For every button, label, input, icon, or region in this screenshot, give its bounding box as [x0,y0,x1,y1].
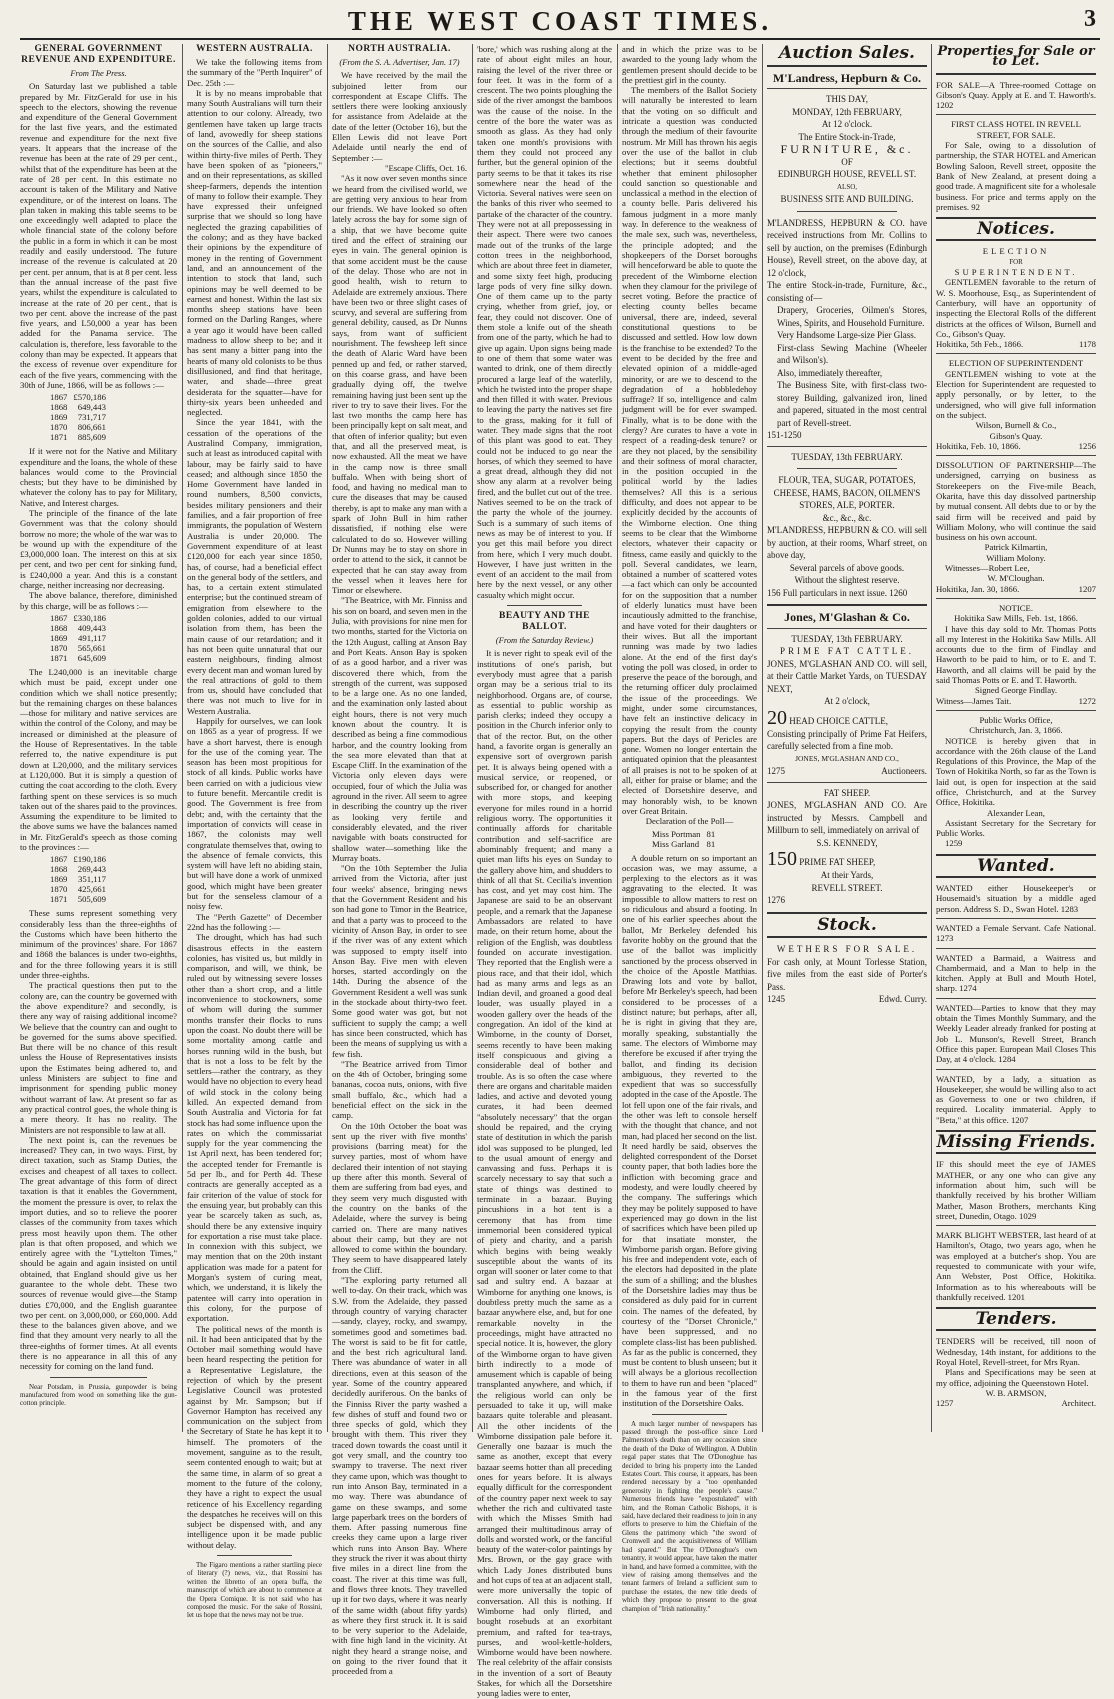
divider [936,353,1096,354]
column-auction-sales [767,44,927,1432]
section-heading-tenders: Tenders. [975,1309,1057,1330]
notice-signature: Assistant Secretary for the Secretary for Public Works. [936,817,1096,839]
article-source: (From the S. A. Advertiser, Jan. 17) [339,57,460,67]
tender-ad: TENDERS will be received, till noon of Wednesday, 14th instant, for additions to the Royal Hotel, Revell-street, for Mrs Ryan. [936,1336,1096,1368]
auction-date: TUESDAY, 13th FEBRUARY. [791,451,903,462]
notice-body: NOTICE is hereby given that in accordance with the 26th clause of the Land Regulations of this Province, the Map of the Town of Hokitika North, so far as the Town is laid out, is open for inspection at the said office, Christchurch, and at the Survey Office, Hokitika. [936,735,1096,808]
divider [936,1225,1096,1226]
auction-item: Very Handsome Large-size Pier Glass. [777,330,917,340]
page-number: 3 [1084,6,1096,32]
auction-item: The Business Site, with first-class two-storey Building, galvanized iron, lined and papered, situated in the most central part of Revell-street. [777,380,927,428]
notice-body: GENTLEMEN wishing to vote at the Election for Superintendent are requested to apply personally, or by letter, to the undersigned, who will give full information on the subject. [936,368,1096,420]
divider [767,782,927,783]
ad-footer [767,993,927,1006]
paragraph: Since the year 1841, with the cessation of the operations of the Australind Company, immigration, such at least as introduced capital with labour, may be fairly said to have ceased; and although since 1850 the Home Government have landed in round numbers, 8,500 convicts, besides military pensioners and their families, and a fair proportion of free immigrants, the population of Western Australia is under 20,000. The Government expenditure of at least £120,000 for each year since 1850, has, of course, had a beneficial effect on the general body of the settlers, and has, to a certain extent stimulated enterprise; but the continued stream of emigration from elsewhere to the golden colonies, added to our virtual isolation from them, has been the main cause of our retardation; and it has not been quite unnatural that our eastern neighbours, finding almost every decent man and woman lured by the real attractions of gold to them from us, should have concluded that there was not much to live for in Western Australia. [187,417,322,716]
auction-title: FAT SHEEP. [823,787,871,798]
figures-table-2: 1867 £330,186 1868 409,443 1869 491,117 1870 565,661 1871 645,609 [50,612,106,663]
section-heading-properties: Properties for Sale or to Let. [937,44,1095,70]
column-north-australia [332,44,467,1677]
column-rule [617,44,618,1432]
article-heading: BEAUTY AND THE BALLOT. [499,611,590,633]
ad-title: WETHERS FOR SALE. [776,944,918,954]
auction-line: Several parcels of above goods. [789,562,905,573]
divider [936,918,1096,919]
auction-line: EDINBURGH HOUSE, REVELL ST. [777,169,917,179]
auction-firm: M'Landress, Hepburn & Co. [772,70,922,85]
newspaper-title: THE WEST COAST TIMES. [347,6,773,36]
paragraph: The "Perth Gazette" of December 22nd has the following :— [187,911,322,932]
auction-line: At their Yards, [820,870,874,880]
divider [217,1555,292,1556]
missing-friend-ad: IF this should meet the eye of JAMES MATHER, or any one who can give any information about him, such will be thankfully received by his brother William Mather, Mason Brothers, merchants King street, Dunedin, Otago. 1029 [936,1159,1096,1221]
column-rule [931,44,932,1432]
auction-body: Consisting principally of Prime Fat Heifers, carefully selected from a fine mob. [767,728,927,751]
notice-header: Hokitika Saw Mills, Feb. 1st, 1866. [954,613,1078,624]
paragraph: We take the following items from the summary of the "Perth Inquirer" of Dec. 25th :— [187,57,322,88]
divider [936,1152,1096,1154]
notice-footer [936,584,1096,594]
paragraph: If it were not for the Native and Military expenditure and the loans, the whole of these balances would come to the Provincial chests; but they have to be diminished by whatever the colony has to pay for Military, Native, and Interest charges. [20,446,177,508]
notice-header: Public Works Office, [979,714,1053,725]
ad-reference: 156 Full particulars in next issue. 1260 [767,587,908,598]
paragraph: On the 10th October the boat was sent up the river with five months' provisions (barring meat) for the survey parties, most of whom have declared their intention of not staying up there after this month. Several of them are suffering from bad eyes, and they seem very much disgusted with the country on the banks of the Adelaide, where the survey is being carried on. There are many natives about their camp, but they are not allowed to come within the boundary. They seem to have disappeared lately from the Cliff. [332,1120,467,1275]
divider [797,468,897,469]
divider [936,239,1096,241]
tender-role: Architect. [1061,1398,1096,1409]
ad-body: For cash only, at Mount Torlesse Station, five miles from the east side of Porter's Pass. [767,956,927,992]
auction-role: Auctioneers. [881,766,927,776]
column-notices [936,44,1096,1432]
auction-line: STORES, ALE, PORTER. [799,500,895,510]
ad-reference: 1257 [936,1398,954,1409]
notice-footer [936,696,1096,706]
figures-table-3: 1867 £190,186 1868 269,443 1869 351,117 1870 425,661 1871 505,609 [50,854,106,905]
paragraph: It is never right to speak evil of the institutions of one's parish, but everybody must agree that a parish organ may be a serious trial to its neighborhood. Organs are, of course, as essential to public worship as parish clerks; indeed they occupy a position in the Church inferior only to that of the rector. But, on the other hand, a favorite organ is generally an expensive sort of overgrown parish pet. It is always being opened with a musical service, or reopened, or subscribed for, or changed for another with more stops, and keeping everyone for miles round in a horrid religious worry. The opportunities it continually affords for charitable contribution and self-sacrifice are abominably frequent; and many a quiet man lifts his eyes on Sunday to the gallery above him, and shudders to think of all that St. Cecilia's invention has cost, and yet may cost him. The Japanese are said to be an observant people, and a remark that the Japanese Ambassadors are related to have made, on their return home, about the religion of the English, was doubtless founded on accurate investigation. They reported that the English were a pious race, and that their idol, which had as many arms and legs as an Indian devil, and groaned a good deal louder, was usually played in a wooden gallery over the heads of the congregation. An idol of the kind at Wimborne, in the county of Dorset, seems recently to have been making itself conspicuous and giving a considerable deal of bother and trouble. As is so often the case where there are organs and charitable maiden ladies, and active and devoted young curates, it had been deemed "absolutely necessary" that the organ should be repaired, and the crying state of destitution in which the parish idol was supposed to be plunged, led to the usual amount of energy and canvassing and fuss. Perhaps it is scarcely necessary to say that such a state of things was destined to terminate in a bazaar. Buying pincushions in a hot tent is a ceremony that has from time immemorial been considered typical of piety and charity, and a parish which begins with being weakly susceptible about the wants of its organ will sooner or later come to that sad and sultry end. A bazaar at Wimborne for anything one knows, is doubtless pretty much the same as a bazaar anywhere else, and, but for one remarkable novelty in the proceedings, might have attracted no special notice. It is, however, the glory of the Wimborne organ to have given birth indirectly to a mode of amusement which is capable of being transplanted anywhere, and which, if the religious world can only be persuaded to take it up, will make bazaars quite tolerable and pleasant. All the other incidents of the Wimborne dissipation pale before it. Generally one bazaar is much the same as another, except that every bazaar seems hotter than all preceding ones for years before. It is always equally difficult for the correspondent of the country paper next week to say whether the rich and cultivated taste with which the Misses Smith had arranged their multitudinous array of dolls and worsted work, or the fanciful beauty of the water-color paintings by Mrs. Brown, or the gay grace with which Lady Jones distributed buns and hot cups of tea at an adjacent stall, were more universally the topic of conversation. All this is nothing. If Wimborne had only flirted, and bought rosebuds at an exorbitant premium, and rafted for tea-trays, purses, and wool-kettle-holders, Wimborne would have been nowhere. The real celebrity of the affair consists in the invention of a sort of Beauty Stakes, for which all the Dorsetshire young ladies were to enter, [477,648,612,1699]
notice-title: NOTICE. [998,602,1034,613]
section-heading-stock: Stock. [817,914,877,935]
wanted-ad: WANTED a Barmaid, a Waitress and Chambermaid, and a Man to help in the kitchen. Apply at Bull and Mouth Hotel, sharp. 1274 [936,952,1096,994]
lot-count: 20 [767,706,787,729]
paragraph: Happily for ourselves, we can look on 1865 as a year of progress. If we have a short harvest, there is enough for the use of the coming year. The season has been most propitious for stock of all kinds. Public works have been carried on with a judicious view to future benefit. Mercantile credit is good. The Government is free from debt; and, with the certainty that the importation of convicts will cease in 1867, the colonists may well congratulate themselves that, owing to the absence of female convicts, this system will have left no abiding stain, but will have done a work of unmixed good, which might have been greater but for the senseless clamour of a noisy few. [187,716,322,912]
divider [936,114,1096,115]
wanted-ad: WANTED, by a lady, a situation as Housekeeper, she would be willing also to act as Governess to one or two children, if required. Locality immaterial. Apply to "Beta," at this office. 1207 [936,1073,1096,1125]
column-general-government [20,44,177,1432]
auction-item: First-class Sewing Machine (Wheeler and Wilson's). [777,342,927,365]
notice-witness: Witness—James Tait. [936,695,1012,706]
notice-date: Hokitika, Feb. 10, 1866. [936,440,1021,451]
paragraph: "Escape Cliffs, Oct. 16. [384,162,467,173]
notice-footer [936,339,1096,349]
auction-line: ALSO, [836,182,858,191]
divider [936,1069,1096,1070]
paragraph: The next point is, can the revenues be increased? They can, in two ways. First, by direct taxation, such as Stamp Duties, the excises and cheapest of all taxes to collect. The great advantage of this form of direct taxation is that it enables the Government, the moment the pressure is over, to relax the import duties, and so to relieve the poorer classes of the community from taxes which press most heavily upon them. The other plan is that often proposed, and which we entirely agree with the "Lyttelton Times," should be again and again insisted on until obtained, that England should give us her guarantee to the whole debt. These two sources of revenue would give—the Stamp duties £70,000, and the English guarantee two per cent. on 3,000,000, or £60,000. Add these to the balances given above, and we find that they amount very nearly to all the three-eighths of former times. At all events there is no appearance in all this of any necessity for coming on the land fund. [20,1134,177,1372]
wanted-ad: WANTED a Female Servant. Cafe National. 1273 [936,922,1096,944]
ad-signature: Edwd. Curry. [878,994,927,1004]
divider [936,73,1096,75]
wanted-ad: WANTED either Housekeeper's or Housemaid's situation by a middle aged person. Address S. D., Swan Hotel. 1283 [936,883,1096,914]
divider [507,605,582,606]
ad-reference: 1256 [1078,440,1096,451]
paragraph: "On the 10th September the Julia arrived from the Victoria, after just four weeks' absence, bringing news that the Government Resident and his son had gone to Timor in the Beatrice, and that a party was to proceed to the vicinity of Anson Bay, in order to see if the river was of any extent which was supposed to empty itself into Anson Bay. Five men with eleven horses, started accordingly on the 14th. During the absence of the Government Resident a well was sunk in the stockade about thirty-two feet. Some good water was got, but not sufficient to supply the camp; a well has since been constructed, which has been the means of supplying us with a few fish. [332,863,467,1059]
paragraph: The drought, which has had such disastrous effects in the eastern colonies, has visited us, but mildly in comparison, and will, we think, be ruled out by witnessing severe losses other than a short crop, and a little inconvenience to stockowners, some of whom will during the summer months transfer their flocks to runs upon the coast. No doubt there will be some mortality among cattle and horses running wild in the bush, but that is not a loss to be felt by the settlers—rather the contrary, as they would have no objection to every head of wild stock in the colony being killed. An expected demand from South Australia and Victoria for fat stock has had some influence upon the rates on which the commissariat supply for the year commencing the 1st April next, has been tendered for; the accepted tender for Fremantle is 5d per lb., and for Perth 4d. These contracts are generally accepted as a fair criterion of the value of stock for the ensuing year, but probably can this year be scarcely taken as such, as, should there be any extensive inquiry for exportation a rise must take place. In connexion with this subject, we may mention that on the 20th instant application was made for a patent for Morgan's system of curing meat, which, we understand, it is likely the patentee will carry into operation in this colony, for the purpose of exportation. [187,932,322,1324]
notice-title: SUPERINTENDENT. [954,267,1078,278]
notice-signature: Wilson, Burnell & Co., [975,420,1057,431]
notice-title: FOR [1009,257,1023,266]
ad-reference: 1178 [1078,339,1096,350]
auction-time: At 2 o'clock, [824,696,870,706]
divider [767,912,927,914]
column-beauty-ballot [477,44,612,1699]
notice-body: DISSOLUTION OF PARTNERSHIP—The undersigned, carrying on business as Storekeepers on the Five-mile Beach, Okarita, have this day dissolved partnership by mutual consent. All debts due to or by the said firm will be received and paid by William Molony, who will continue the said business on his own account. [936,460,1096,543]
auction-line: REVELL STREET. [811,882,883,893]
auction-body: M'LANDRESS, HEPBURN & CO. will sell by auction, at their rooms, Wharf street, on above day, [767,525,927,560]
paragraph: and in which the prize was to be awarded to the young lady whom the gentlemen present should decide to be the prettiest girl in the county. [622,44,757,85]
column-rule [472,44,473,1432]
ad-reference: 1272 [1078,695,1096,706]
notice-footer [936,441,1096,451]
auction-line: FLOUR, TEA, SUGAR, POTATOES, [778,475,916,485]
article-heading: NORTH AUSTRALIA. [348,44,451,54]
paragraph: "The exploring party returned all well to-day. On their track, which was S.W. from the Adelaide, they passed through country of varying character—sandy, clayey, rocky, and swampy, sometimes good and sometimes bad. The worst is said to be fit for cattle, and the best rich agricultural land. There was abundance of water in all directions, even at this season of the year. Some of the country appeared decidedly auriferous. On the banks of the Finniss River the party washed a few dishes of stuff and found two or three specks of gold, which they brought with them. This river they traced down towards the coast until it got very small, and the country too swampy to traverse. The next river they came upon, which was thought to run into Anson Bay, terminated in a mo way. There was abundance of game on these swamps, and some large paperbark trees on the borders of them. After passing numerous fine creeks they came upon a large river which runs into Anson Bay. Where they struck the river it was about thirty five miles in a direct line from the coast. The river at this time was full, and flows three knots. They travelled up it for two days, where it was nearly of the same width (about fifty yards) as where they first struck it. It is said to be very superior to the Adelaide, with fine high land in the vicinity. At night they heard a strange noise, and on going to the river found that it proceeded from a [332,1275,467,1677]
divider [797,211,897,212]
divider [767,446,927,447]
auction-item: Also, immediately thereafter, [777,367,883,378]
paragraph: The political news of the month is nil. It had been anticipated that by the October mail something would have been heard respecting the petition for a Representative Legislature, the rejection of which by the present Legislative Council was protested against by Mr. Sampson; but if Governor Hampton has received any communication on the subject from the Secretary of State he has kept it to himself. The promoters of the movement, sanguine as to the result, seem contented enough to wait; but at the same time, in alarm of so great a moment to the future of the colony, they have a right to expect the usual reticence of his Excellency regarding the despatches he receives will on this subject be dispensed with, and any intelligence upon it be made public without delay. [187,1323,322,1550]
auction-body: The entire Stock-in-trade, Furniture, &c., consisting of— [767,280,927,303]
notice-signature: William Molony. [986,552,1046,563]
ad-reference: 1276 [767,895,785,905]
paragraph: "The Beatrice, with Mr. Finniss and his son on board, and seven men in the Julia, with provisions for nine men for two months, started for the Victoria on the 12th August, calling at Anson Bay and Port Keats. Anson Bay is spoken of as a good harbor, and a river was discovered there which, from the strength of the current, was supposed to be a large one. As no one landed, and the examination only lasted about eight hours, there is not very much known about the country. It is described as being a fine commodious harbor, and the country looking from the sea more elevated than that at Escape Cliff. In the examination of the Victoria only eleven days were occupied, four of which the Julia was aground in the river. All seem to agree in describing the country up the river as looking very fertile and considerably elevated, and the river navigable with boats constructed for shallow water—something like the Murray boats. [332,595,467,863]
ad-reference: 1259 [945,838,963,849]
notice-witness: W. M'Cloughan. [987,573,1045,584]
paragraph: We have received by the mail the subjoined letter from our correspondent at Escape Cliffs. The settlers there were looking anxiously for assistance from Adelaide at the date of the letter (October 16), but the Ellen Lewis did not leave Port Adelaide until nearly the end of September :— [332,70,467,163]
tender-ad: Plans and Specifications may be seen at my office, adjoining the Queenstown Hotel. [936,1367,1096,1388]
auction-line: FURNITURE, &c. [780,142,914,156]
notice-title: ELECTION [982,246,1050,257]
auction-line: CHEESE, HAMS, BACON, OILMEN'S [773,487,921,498]
paragraph: It is by no means improbable that many South Australians will turn their attention to our colony. Already, two gentlemen have taken up large tracts of land, avowedly for sheep stations on the sources of the Callie, and also within thirty-five miles of Perth. They have been spoken of as "pioneers," and on their representations, as skilled sheep-farmers, depends the intention of many to follow their example. They have expressed their unfeigned surprise that we should so long have neglected the grazing capabilities of the colony; and as they have backed their opinions by the expenditure of money in the renting of Government land, and an announcement of the intention to stock that land, such opinions may be well deemed to be earnest and honest. Within the last six months sheep stations have been formed on the Darling Ranges, where a year ago it would have been called madness to allow sheep to be; and it has sent many a bitter pang into the hearts of many old colonists to be thus disillusioned, and find that heritage, water, and shade—three great desiderata for the squatter—have for thirty-six years been unheeded and neglected. [187,87,322,418]
auction-body: JONES, M'GLASHAN AND CO. will sell, at their Cattle Market Yards, on TUESDAY NEXT, [767,658,927,694]
section-heading-auction-sales: Auction Sales. [779,43,915,63]
figures-table-1: 1867 £570,186 1868 649,443 1869 731,717 1870 806,661 1871 885,609 [50,392,106,443]
divider [767,604,927,606]
auction-item: Drapery, Groceries, Oilmen's Stores, Wines, Spirits, and Household Furniture. [777,305,927,328]
auction-date: TUESDAY, 13th FEBRUARY. [791,633,903,644]
poll-table: Miss Portman 81 Miss Garland 81 [652,828,716,849]
notice-body: GENTLEMEN favorable to the return of W. S. Moorhouse, Esq., as Superintendent of Canterbury, will have an opportunity of inspecting the Electoral Rolls of the different districts at the offices of Wilson, Burnell and Co., Gibson's Quay. [936,277,1096,339]
paragraph: The members of the Ballot Society will naturally be interested to learn that the voting on so difficult and intricate a question was conducted through the medium of their favourite nostrum. Mr Mill has thrown his aegis over the use of the ballot in club elections; but it seems doubtful whether that eminent philosopher could sanction so questionable and unclassical a method in the election of a county belle. Paris delivered his famous judgment in a more manly way. In deference to the weakness of the male sex, such was, nevertheless, the principle adopted; and the shopkeepers of the Dorset boroughs will henceforward be able to quote the precedent of the Wimborne election when they clamour for the privilege of secret voting. Before the practice of electing county belles became universal, there are, indeed, several constitutional questions to be discussed and settled. How low down is the franchise to be extended? To the event to be decided by the free and elevated opinion of a middle-aged minority, or are we to descend to the degradation of a hobbledehoy suffrage? If so, intelligence and calm judgment will be for ever swamped. Finally, what is to be done with the clergy? Are curates to have a vote in respect of a reading-desk tenure? or are they not placed, by the sensibility and their softness of moral character, in the position occupied in the political world by the ladies themselves? All this is a serious difficulty, and does not appear to be explicitly decided by the accounts of the Wimborne election. One thing seems to be clear that the Wimborne electors, whatever their capacity or fitness, came easily and quickly to the poll. Several candidates, we learn, obtained a number of scattered votes—a fact which can only be accounted for on the supposition that a number of elderly lunatics must have been incautiously admitted to the franchise, and have voted for their daughters or their wives. But all the important running was made by two ladies alone. At the end of the first day's voting the poll was closed, in order to preserve the peace of the borough, and the returning officer duly proclaimed the issue of the proceedings. We might, under some circumstances, have felt an instinctive delicacy in copying the result from the county papers. But the days of Pericles are gone. Women no longer entertain the antiquated opinion that the pleasantest of all praises is not to be spoken of at all, either for praise or blame; and the elected of Dorsetshire deserve, and may honorably wish, to be known over Great Britain. [622,85,757,816]
auction-line: PRIME FAT SHEEP, [799,857,876,867]
divider [936,710,1096,711]
auction-line: Without the slightest reserve. [794,575,900,585]
paragraph: The above balance, therefore, diminished by this charge, will be as follows :— [20,590,177,611]
auction-firm: Jones, M'Glashan & Co. [784,610,910,624]
wanted-ad: WANTED—Parties to know that they may obtain the Times Monthly Summary, and the Weekly Leader already franked for posting at Job L. Munson's, Revell Street, Branch Office this paper. European Mail Closes This Day, at 4 o'clock. 1284 [936,1002,1096,1065]
paragraph: "The Beatrice arrived from Timor on the 4th of October, bringing some bananas, cocoa nuts, onions, with five small buffalo, &c., which had a beneficial effect on the sick in the camp. [332,1058,467,1121]
notice-signature: Gibson's Quay. [989,430,1043,441]
divider [936,1329,1096,1331]
divider [767,936,927,938]
ad-reference: 1245 [767,994,785,1004]
news-note: The Figaro mentions a rather startling piece of literary (?) news, viz., that Rossini has written the libretto of an opera buffa, the manuscript of which are about to commence at the Opera Comique. It is not said who has composed the music. For the sake of Rossini, let us hope that the news may not be true. [187,1561,322,1620]
divider [936,876,1096,878]
auction-line: BUSINESS SITE AND BUILDING. [780,194,914,204]
property-ad: FOR SALE—A Three-roomed Cottage on Gibson's Quay. Apply at E. and T. Haworth's. 1202 [936,79,1096,111]
paragraph: The L240,000 is an inevitable charge which must be paid, except under one condition which we shall notice presently; but the remaining charges on these balances—those for military and native services are within the control of the Colony, and may be increased or diminished at the pleasure of the House of Representatives. In the table referred to, the native expenditure is put down at L20,000, and the military services at L120,000. But it is simply a question of cutting the coat according to the cloth. Every farthing spent on these services is so much taken out of the shares paid to the provinces. Assuming the expenditure to be limited to the above sums we have the balances named in Mr. FitzGerald's speech as those coming to the provinces :— [20,666,177,852]
auction-body: M'LANDRESS, HEPBURN & CO. have received instructions from Mr. Collins to sell by auction, on the premises (Edinburgh House), Revell street, on the above day, at 12 o'clock, [767,217,927,278]
ad-reference: 151-1250 [767,430,802,440]
notice-witness: Witnesses—Robert Lee, [945,563,1030,574]
auction-line: HEAD CHOICE CATTLE, [789,715,888,726]
notice-date: Hokitika, 5th Feb., 1866. [936,339,1024,350]
auction-line: The Entire Stock-in-Trade, [798,131,896,142]
auction-signature: JONES, M'GLASHAN AND CO., [795,753,899,763]
auction-time: At 12 o'clock. [821,119,873,129]
divider [652,1414,727,1415]
notice-header: Christchurch, Jan. 3, 1866. [969,725,1063,736]
divider [767,65,927,67]
article-source: (From the Saturday Review.) [495,635,594,646]
news-note: A much larger number of newspapers has passed through the post-office since Lord Palmerston's death than on any occasion since the death of the Duke of Wellington. A Dublin regal paper states that The O'Donoghue has decided to bring his property into the Landed Estates Court. This course, it appears, has been rendered necessary by a "too openhanded generosity in fighting the people's cause." Numerous friends have "expostulated" with him, and the Roman Catholic Bishops, it is said, have declared their readiness to join in any efforts to preserve to him the Chieftain of the Glens the patrimony which "the sword of Cromwell and the acquisitiveness of William had spared." But The O'Donoghue's own tenantry, it would appear, have taken the matter in hand, and have formed a committee, with the view of raising among themselves and the tenant farmers of Ireland a sufficient sum to purchase the estates, the new title deeds of which they propose to present to the great champion of "Irish nationality." [622,1419,757,1613]
news-note: Near Potsdam, in Prussia, gunpowder is being manufactured from wood on something like the gun-cotton principle. [20,1382,177,1408]
paragraph: These sums represent something very considerably less than the three-eighths of the Customs which have been hitherto the minimum of the provinces' share. For 1867 and 1868 the balances is under two-eighths, and for the three following years it is still under three-eighths. [20,908,177,981]
paragraph: The principle of the finance of the late Government was that the colony should borrow no more; the whole of the war was to be wound up with the expenditure of the £3,000,000 loan. The interest on this at six per cent, and two per cent for sinking fund, is £240,000 a year. And this is a constant charge, neither increasing nor decreasing. [20,507,177,591]
divider [767,88,927,89]
masthead [20,4,1100,40]
paragraph: "As it now over seven months since we heard from the civilised world, we are getting very anxious to hear from our friends. We have looked so often lately across the bay for some sign of a ship, that we have become quite tired and the effect of straining our eyes in vain. The general opinion is that some accident must be the cause of the delay. Those who are not in good health, wish to return to Adelaide are extremely anxious. There have been two or three slight cases of scurvy, and several are suffering from general debility, caused, as Dr Nunns says, from want of sufficient nourishment. The fewsheep left since the death of Alaric Ward have been penned up and fed, or rather starved, on this coarse grass, and have been gradually dying off, the twelve remaining having just been sent up the river to try to save their lives. For the last two months the camp here has been principally kept on salt meat, and that often of inferior quality; but even that, and all the preserved meat, is now exhausted. All the meat we have in the camp now is three small buffalo. When with being short of food, and having no medical man to cure the diseases that may be caused thereby, is apt to make any man with a spark of John Bull in him rather dissatisfied, if nothing else were calculated to do so. However willing Dr Nunns may be to stay on shore in order to attend to the sick, it cannot be expected that he can stay away from the vessel when it leaves here for Timor or elsewhere. [332,173,467,596]
column-western-australia [187,44,322,1620]
missing-friend-ad: MARK BLIGHT WEBSTER, last heard of at Hamilton's, Otago, two years ago, when he was employed at a butcher's shop. You are requested to communicate with your wife, Ann Webster, Post Office, Hokitika. Information as to his whereabouts will be thankfully received. 1201 [936,1230,1096,1302]
notice-date: Hokitika, Jan. 30, 1866. [936,583,1020,594]
tender-signature: W. B. ARMSON, [985,1387,1047,1398]
divider [50,1377,147,1378]
poll-title: Declaration of the Poll— [645,816,734,827]
column-rule [762,44,763,1432]
property-ad: For Sale, owing to a dissolution of partnership, the STAR HOTEL and American Bowling Saloon, Revell street, opposite the Bank of New Zealand, at present doing a good trade. A magnificent site for a wholesale business. For price and terms apply on the premises. 92 [936,140,1096,212]
notice-title: ELECTION OF SUPERINTENDENT [948,358,1084,369]
column-rule [327,44,328,1432]
auction-line: OF [841,156,853,167]
paragraph: A double return on so important an occasion was, we may assume, a perplexing to the electors as it was aggravating to the elected. It was impossible to allow matters to rest on so ridiculous and absurd a footing. In one of his earlier speeches about the ballot, Mr Berkeley defended his favorite hobby on the ground that the use of the ballot was implicitly sanctioned by the process observed in the choice of the Apostle Matthias. Drawing lots and vote by ballot, before Mr Berkeley's speech, had been considered to be processes of a distinct nature; but perhaps, after all, he is right in giving that they are, morally speaking, substantially the same. The electors of Wimborne may therefore be excused if after trying the ballot, and finding its decision ambiguous, they reverted to the expedient that was so successfully adopted in the case of the Apostle. The lot fell upon one of the fair rivals, and the other was left to console herself with the thought that chance, and not man, had placed her second on the list. It need hardly be said, observes the delighted correspondent of the Dorset county paper, that both ladies bore the infliction with becoming grace and modesty, and were loudly cheered by the company. The sufferings which they may be politely supposed to have experienced may go down in the list of sacrifices which have been piled up for that insatiate monster, the Wimborne parish organ. Before giving his free and independent vote, each of the electors had deposited in the plate the sum of a shilling; and the blushes of the Dorsetshire ladies may thus be considered as duly paid for in current coin. The names of the defeated, by courtesy of the "Dorset Chronicle," have been suppressed, and no complete class-list has been published. As far as the public is concerned, they must be content to blush unseen; but it will always be a glorious recollection to them to have run and been "placed" in the famous year of the first institution of the Dorsetshire Oaks. [622,852,757,1409]
auction-line: PRIME FAT CATTLE. [780,646,914,656]
article-source: From The Press. [70,68,127,78]
section-heading-wanted: Wanted. [977,855,1055,876]
auction-day: THIS DAY, [825,94,868,104]
auction-date: MONDAY, 12th FEBRUARY, [792,106,902,117]
paragraph: On Saturday last we published a table prepared by Mr. FitzGerald for use in his speech to the electors, showing the revenue and expenditure of the General Government for the last five years, and the estimated revenue and expenditure for the next five years. It appears that the increase of the revenue has been at the rate of 29 per cent., whilst that of the expenditure has been at the rate of 28 per cent. In this estimate no account is taken of the Military and Native expenditure, or of the interest on loans. The plan taken in making this table seems to be one exceedingly well adapted to place the whole financial state of the colony before the public in a form in which it can be most readily and easily understood. The future increase of the revenue is calculated at 20 per cent. per annum, that is at 8 per cent. less than the annual increase of the past five years, whilst the expenditure is calculated to increase at the rate of 20 per cent., that is two per cent. above the increase of the past five years, and L50,000 a year has been added for the Panama service. The calculation is, therefore, less favorable to the colony than may be expected. It appears that the excess of revenue over expenditure for each of the five years, commencing with the 30th of June, 1866, will be as follows :— [20,81,177,390]
divider [767,628,927,629]
divider [936,455,1096,456]
notice-signature: Signed George Findlay. [974,685,1058,696]
section-heading-missing-friends: Missing Friends. [936,1132,1096,1153]
notice-body: I have this day sold to Mr. Thomas Potts all my Interest in the Hokitika Saw Mills. All accounts due to the firm of Findlay and Haworth to be paid to him, or to E. and T. Haworth, and all claims will be paid by the said Thomas Potts or E. and T. Haworth. [936,623,1096,686]
notice-signature: Patrick Kilmartin, [984,542,1048,553]
paragraph: The practical questions then put to the colony are, can the country be governed with the above expenditure? and secondly, is there any way of raising additional income? We believe that the country can and ought to be governed for the sums above specified. But there will be no chance of this result unless the House of Representatives insists upon the Estimates being adhered to, and unless Ministers are subject to fine and imprisonment for spending public money without warrant of law. At present so far as any practical control goes, the whole thing is a mere theory. It has no reality. The Ministers are not responsible to law at all. [20,980,177,1135]
section-heading-notices: Notices. [977,219,1055,240]
divider [936,948,1096,949]
lot-count: 150 [767,848,797,870]
auction-line: &c., &c., &c. [822,512,872,523]
ad-footer [767,765,927,778]
property-ad-title: FIRST CLASS HOTEL IN REVELL STREET, FOR SALE. [951,119,1081,140]
column-ballot-continued [622,44,757,1613]
auction-body: JONES, M'GLASHAN AND CO. Are instructed by Messrs. Campbell and Millburn to sell, immediately on arrival of [767,800,927,835]
article-heading: GENERAL GOVERNMENT REVENUE AND EXPENDITURE. [21,44,176,65]
ad-reference: 1207 [1078,583,1096,594]
article-heading: WESTERN AUSTRALIA. [196,44,313,54]
paragraph: 'bore,' which was rushing along at the rate of about eight miles an hour, raising the level of the river three or four feet. It was in the form of a crescent. The two points ploughing the side of the river amongst the bamboos was the cause of the noise. In the centre of the bore the water was as smooth as glass. As they had only taken one month's provisions with them they could not proceed any further, but the general opinion of the party seems to be that it takes its rise somewhere near the head of the Victoria. Several natives were seen on the banks of this river who seemed to partake of the character of the country. They were not at all prepossessing in their aspect. There were two canoes made out of the trunks of the large cotton trees in the neighborhood, which are about three feet in diameter, and some sixty feet high, producing large pods of very fine silky down. One of them came up to the party crying, whether from grief, joy, or fear, they could not discover. One of them stole a knife out of the sheath from one of the party, which he had to give up again. Upon signs being made to one of them that some water was wanted to drink, one of them directly procured a large leaf of the waterlily, which he twisted into the proper shape and then filled it with water. Previous to leaving the party the natives set fire to the grass, making for it full of water. They made signs that the root of this plant was good to eat. They could not be induced to go near the horses, of which they seemed to have a great dread, although they did not show any alarm at a revolver being fired, and the bullet cut out of the tree. Natives seemed to be on the track of the party the whole of the journey. Such is a summary of such items of news as may be of interest to you. If you get this mail before you direct from here, which I very much doubt. However, I have just written in the event of an accident to the mail from here by the next vessel, or any other casualty which might occur. [477,44,612,600]
notice-signature: Alexander Lean, [987,807,1045,818]
column-rule [182,44,183,1432]
divider [936,598,1096,599]
ship-name: S.S. KENNEDY, [816,837,878,848]
divider [936,998,1096,999]
ad-reference: 1275 [767,766,785,776]
tender-footer [936,1398,1096,1408]
